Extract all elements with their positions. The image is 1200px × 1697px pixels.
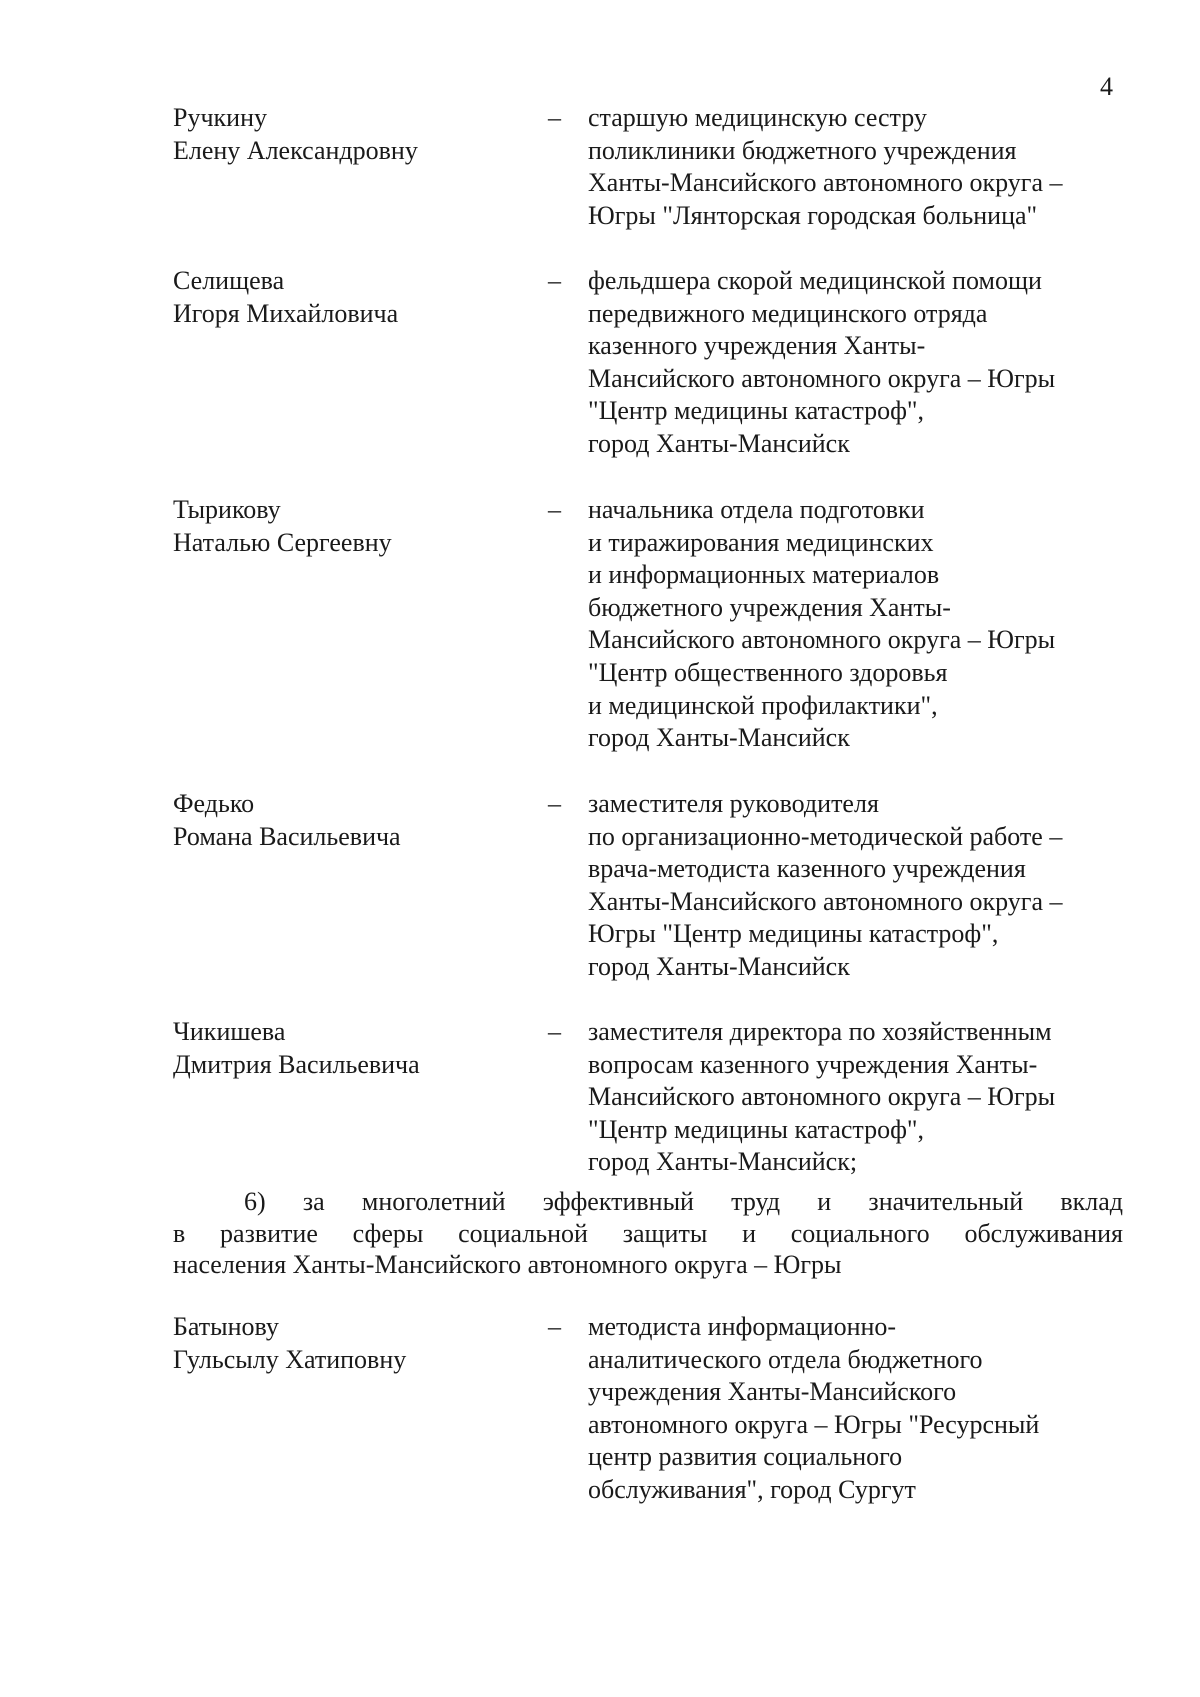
desc-line: заместителя директора по хозяйственным — [588, 1017, 1052, 1046]
desc-line: по организационно-методической работе – — [588, 821, 1063, 851]
name-line: Романа Васильевича — [173, 821, 401, 851]
name-line: Тырикову — [173, 495, 281, 524]
desc-line: учреждения Ханты-Мансийского — [588, 1377, 957, 1407]
separator-dash: – — [548, 789, 561, 818]
name-line: Федько — [173, 789, 255, 818]
desc-line: аналитического отдела бюджетного — [588, 1344, 983, 1374]
person-name — [173, 1311, 533, 1376]
desc-line: город Ханты-Мансийск — [588, 723, 850, 753]
paragraph-line: в развитие сферы социальной защиты и социального обслуживания — [173, 1218, 1123, 1248]
name-line: Селищева — [173, 266, 285, 295]
separator-dash: – — [548, 495, 561, 524]
desc-line: город Ханты-Мансийск — [588, 951, 850, 981]
separator-dash: – — [548, 103, 561, 132]
name-line: Наталью Сергеевну — [173, 527, 392, 557]
separator-dash: – — [548, 1017, 561, 1046]
desc-line: начальника отдела подготовки — [588, 495, 925, 524]
desc-line: Ханты-Мансийского автономного округа – — [588, 886, 1063, 916]
name-line: Игоря Михайловича — [173, 298, 399, 328]
position-description — [588, 1311, 1133, 1507]
desc-line: вопросам казенного учреждения Ханты- — [588, 1049, 1038, 1079]
position-description — [588, 265, 1133, 461]
name-line: Дмитрия Васильевича — [173, 1049, 420, 1079]
desc-line: "Центр медицины катастроф", — [588, 1114, 925, 1144]
desc-line: старшую медицинскую сестру — [588, 103, 927, 132]
name-line: Ручкину — [173, 103, 267, 132]
desc-line: фельдшера скорой медицинской помощи — [588, 266, 1042, 295]
person-name — [173, 1016, 533, 1081]
name-line: Гульсылу Хатиповну — [173, 1344, 407, 1374]
desc-line: заместителя руководителя — [588, 789, 879, 818]
desc-line: методиста информационно- — [588, 1312, 897, 1341]
desc-line: город Ханты-Мансийск — [588, 428, 850, 458]
desc-line: казенного учреждения Ханты- — [588, 331, 926, 361]
desc-line: Югры "Центр медицины катастроф", — [588, 919, 999, 949]
desc-line: и медицинской профилактики", — [588, 690, 938, 720]
desc-line: город Ханты-Мансийск; — [588, 1147, 858, 1177]
desc-line: Югры "Лянторская городская больница" — [588, 200, 1038, 230]
page-number: 4 — [1100, 72, 1113, 101]
paragraph-line: населения Ханты-Мансийского автономного округа – Югры — [173, 1250, 842, 1279]
desc-line: "Центр общественного здоровья — [588, 657, 948, 687]
desc-line: Мансийского автономного округа – Югры — [588, 1082, 1056, 1112]
position-description — [588, 1016, 1133, 1179]
separator-dash: – — [548, 1312, 561, 1341]
name-line: Батынову — [173, 1312, 279, 1341]
desc-line: "Центр медицины катастроф", — [588, 396, 925, 426]
paragraph-line: 6) за многолетний эффективный труд и значительный вклад — [244, 1187, 1123, 1216]
desc-line: поликлиники бюджетного учреждения — [588, 135, 1017, 165]
desc-line: передвижного медицинского отряда — [588, 298, 988, 328]
person-name — [173, 265, 533, 330]
name-line: Елену Александровну — [173, 135, 418, 165]
position-description — [588, 788, 1133, 984]
position-description — [588, 102, 1133, 232]
desc-line: и тиражирования медицинских — [588, 527, 934, 557]
person-name — [173, 494, 533, 559]
separator-dash: – — [548, 266, 561, 295]
desc-line: и информационных материалов — [588, 560, 940, 590]
desc-line: бюджетного учреждения Ханты- — [588, 592, 951, 622]
position-description — [588, 494, 1133, 755]
desc-line: центр развития социального — [588, 1442, 903, 1472]
desc-line: Мансийского автономного округа – Югры — [588, 625, 1056, 655]
desc-line: врача-методиста казенного учреждения — [588, 854, 1026, 884]
desc-line: Ханты-Мансийского автономного округа – — [588, 168, 1063, 198]
desc-line: обслуживания", город Сургут — [588, 1474, 916, 1504]
name-line: Чикишева — [173, 1017, 286, 1046]
desc-line: Мансийского автономного округа – Югры — [588, 363, 1056, 393]
section-paragraph — [173, 1186, 1123, 1281]
desc-line: автономного округа – Югры "Ресурсный — [588, 1409, 1040, 1439]
person-name — [173, 102, 533, 167]
person-name — [173, 788, 533, 853]
